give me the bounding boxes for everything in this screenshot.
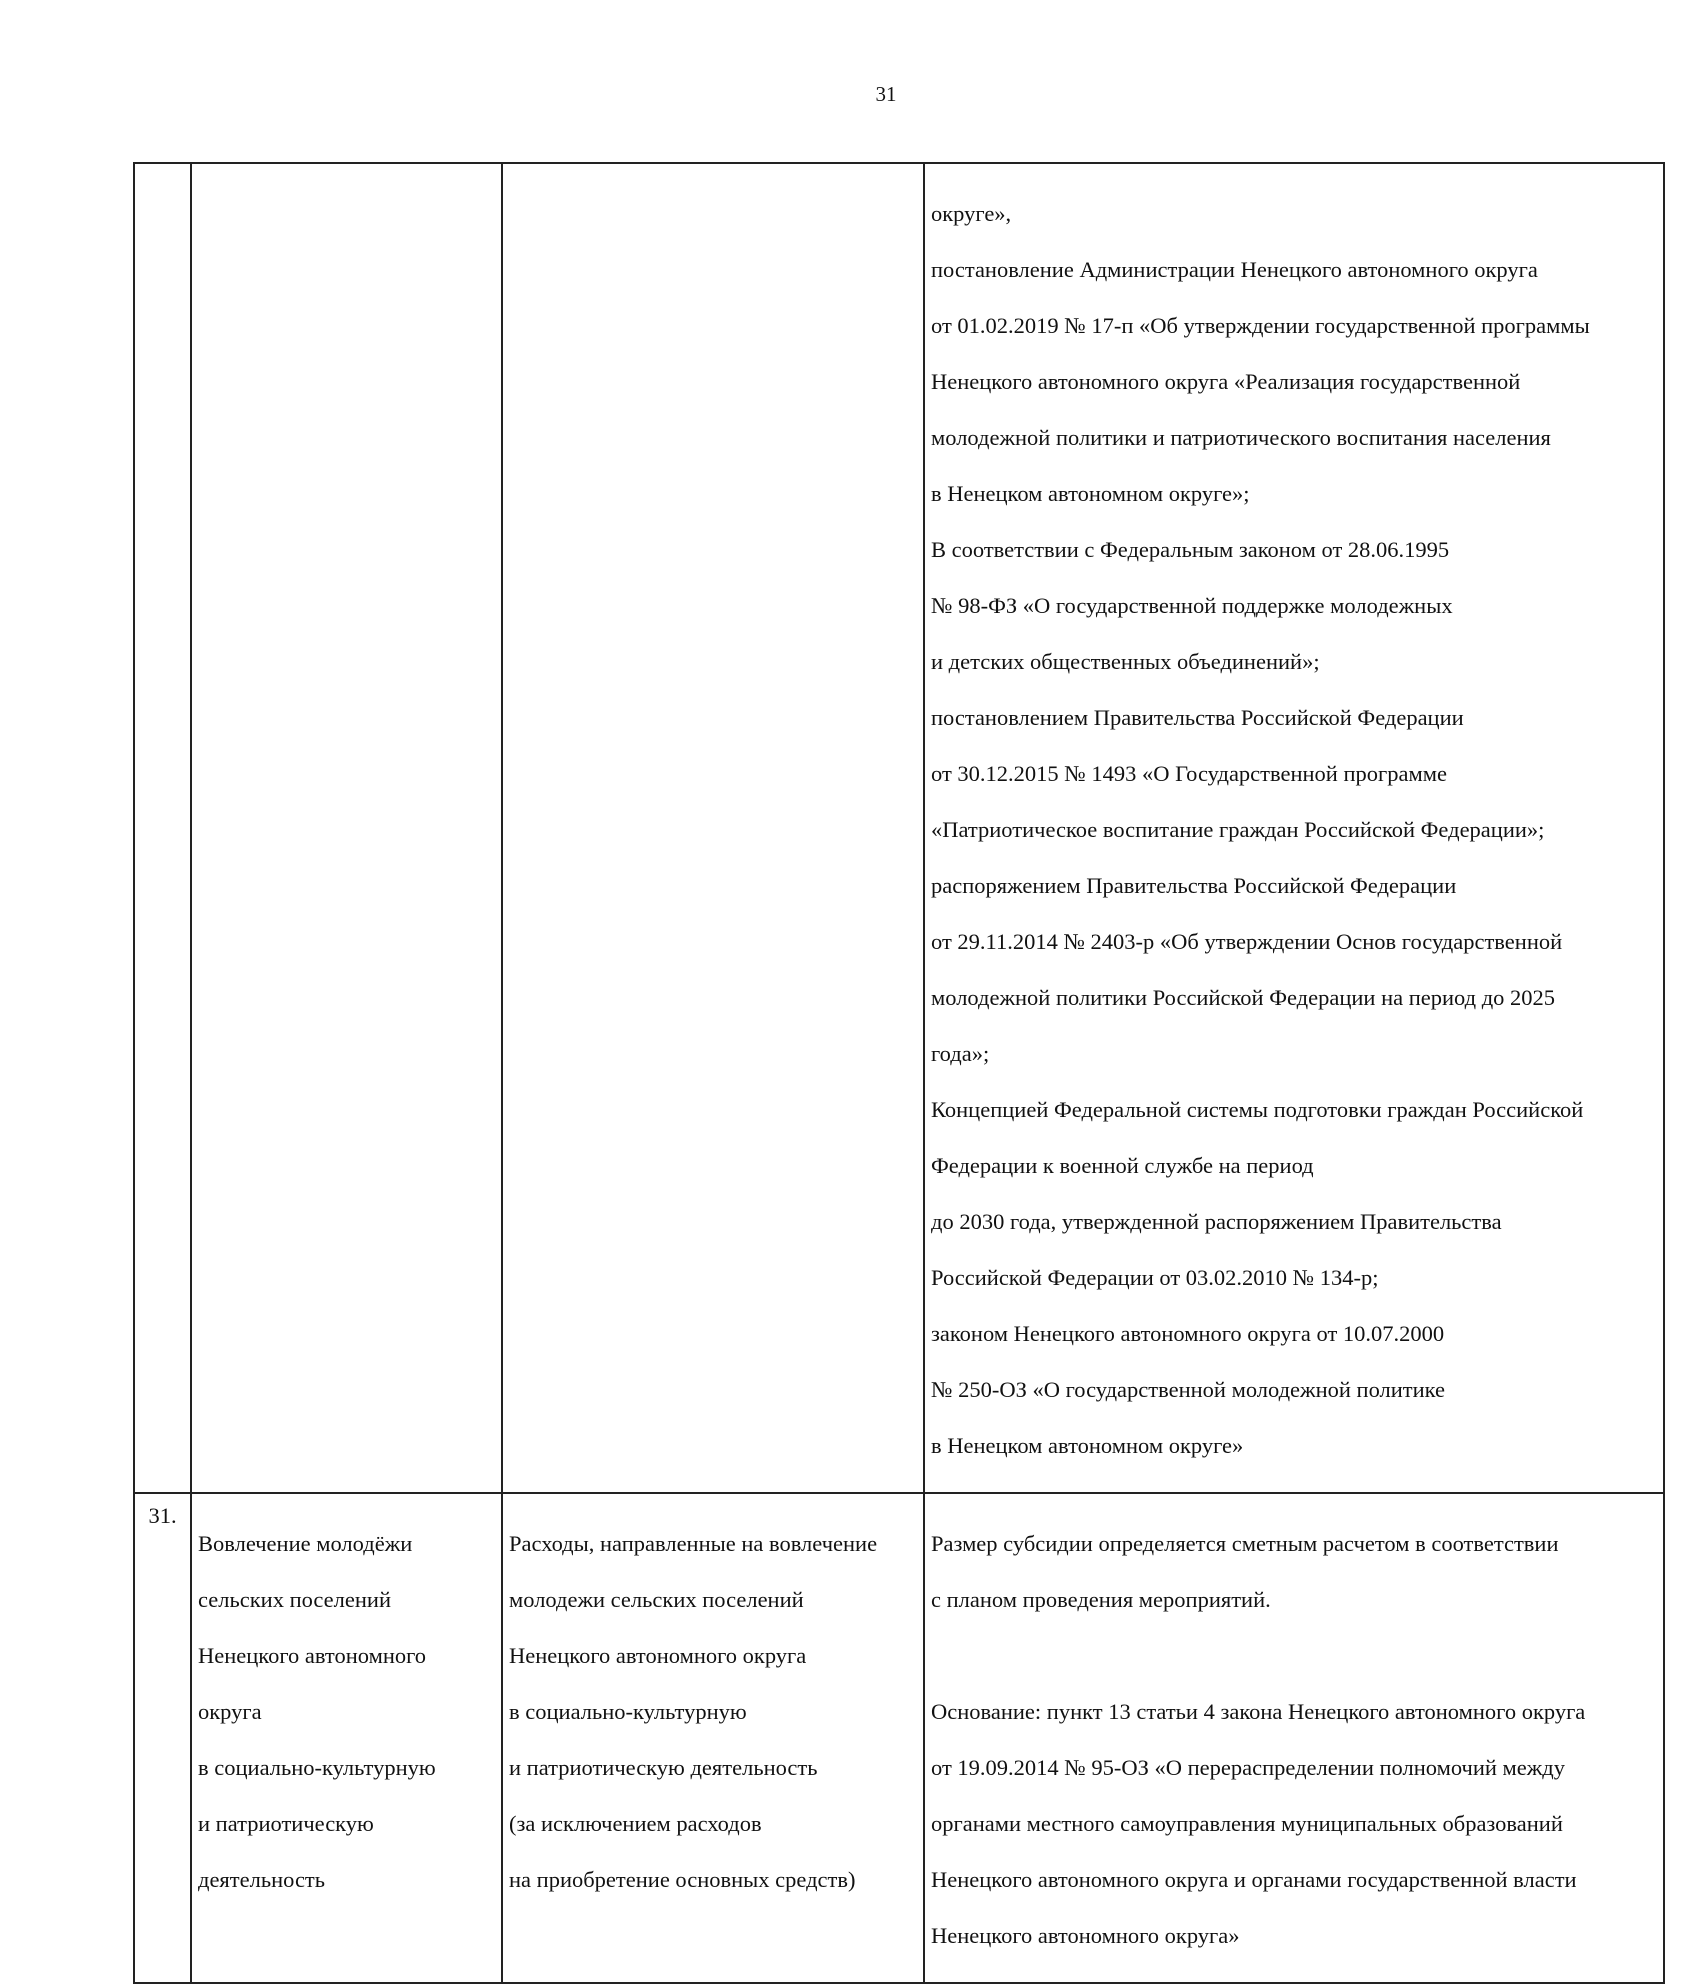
- page-number: 31: [875, 82, 897, 106]
- basis-line: № 98-ФЗ «О государственной поддержке молодежных: [931, 593, 1453, 618]
- row-number: 31.: [134, 1493, 191, 1983]
- name-cell-empty: [191, 163, 502, 1493]
- expense-line: молодежи сельских поселений: [509, 1587, 804, 1612]
- basis-line: Ненецкого автономного округа»: [931, 1923, 1240, 1948]
- basis-line: до 2030 года, утвержденной распоряжением Правительства: [931, 1209, 1502, 1234]
- event-name-line: округа: [198, 1699, 262, 1724]
- event-name-line: деятельность: [198, 1867, 326, 1892]
- table-row-31: [134, 1493, 1664, 1983]
- expense-cell-empty: [502, 163, 924, 1493]
- expense-line: на приобретение основных средств): [509, 1867, 856, 1892]
- basis-line: молодежной политики Российской Федерации на период до 2025: [931, 985, 1556, 1010]
- basis-line: В соответствии с Федеральным законом от 28.06.1995: [931, 537, 1450, 562]
- event-name-line: и патриотическую: [198, 1811, 374, 1836]
- basis-line: Концепцией Федеральной системы подготовки граждан Российской: [931, 1097, 1584, 1122]
- basis-line: и детских общественных объединений»;: [931, 649, 1320, 674]
- paragraph-gap: [931, 1642, 1657, 1670]
- basis-line: Основание: пункт 13 статьи 4 закона Ненецкого автономного округа: [931, 1699, 1586, 1724]
- expense-line: в социально-культурную: [509, 1699, 747, 1724]
- basis-cell: [924, 1493, 1664, 1983]
- basis-line: от 19.09.2014 № 95-ОЗ «О перераспределении полномочий между: [931, 1755, 1565, 1780]
- basis-line: с планом проведения мероприятий.: [931, 1587, 1271, 1612]
- basis-line: округе»,: [931, 201, 1012, 226]
- basis-line: постановлением Правительства Российской Федерации: [931, 705, 1464, 730]
- basis-line: года»;: [931, 1041, 990, 1066]
- expense-line: и патриотическую деятельность: [509, 1755, 818, 1780]
- expense-line: (за исключением расходов: [509, 1811, 762, 1836]
- basis-line: от 01.02.2019 № 17-п «Об утверждении государственной программы: [931, 313, 1590, 338]
- basis-line: Российской Федерации от 03.02.2010 № 134-р;: [931, 1265, 1379, 1290]
- document-table: [133, 162, 1665, 1984]
- basis-line: молодежной политики и патриотического воспитания населения: [931, 425, 1551, 450]
- expense-description-cell: [502, 1493, 924, 1983]
- basis-line: законом Ненецкого автономного округа от 10.07.2000: [931, 1321, 1445, 1346]
- basis-line: распоряжением Правительства Российской Федерации: [931, 873, 1457, 898]
- basis-line: от 30.12.2015 № 1493 «О Государственной программе: [931, 761, 1447, 786]
- number-cell-empty: [134, 163, 191, 1493]
- expense-line: Расходы, направленные на вовлечение: [509, 1531, 878, 1556]
- event-name-cell: [191, 1493, 502, 1983]
- basis-cell-continuation: [924, 163, 1664, 1493]
- basis-line: Размер субсидии определяется сметным расчетом в соответствии: [931, 1531, 1559, 1556]
- basis-line: «Патриотическое воспитание граждан Российской Федерации»;: [931, 817, 1545, 842]
- basis-line: от 29.11.2014 № 2403-р «Об утверждении Основ государственной: [931, 929, 1563, 954]
- basis-line: № 250-ОЗ «О государственной молодежной политике: [931, 1377, 1446, 1402]
- event-name-line: в социально-культурную: [198, 1755, 436, 1780]
- basis-line: в Ненецком автономном округе»;: [931, 481, 1250, 506]
- basis-line: Ненецкого автономного округа «Реализация государственной: [931, 369, 1521, 394]
- basis-line: в Ненецком автономном округе»: [931, 1433, 1244, 1458]
- basis-line: органами местного самоуправления муниципальных образований: [931, 1811, 1563, 1836]
- basis-line: Федерации к военной службе на период: [931, 1153, 1314, 1178]
- expense-line: Ненецкого автономного округа: [509, 1643, 807, 1668]
- basis-line: Ненецкого автономного округа и органами государственной власти: [931, 1867, 1577, 1892]
- event-name-line: Вовлечение молодёжи: [198, 1531, 413, 1556]
- event-name-line: сельских поселений: [198, 1587, 392, 1612]
- event-name-line: Ненецкого автономного: [198, 1643, 427, 1668]
- basis-line: постановление Администрации Ненецкого автономного округа: [931, 257, 1538, 282]
- table-row-continuation: [134, 163, 1664, 1493]
